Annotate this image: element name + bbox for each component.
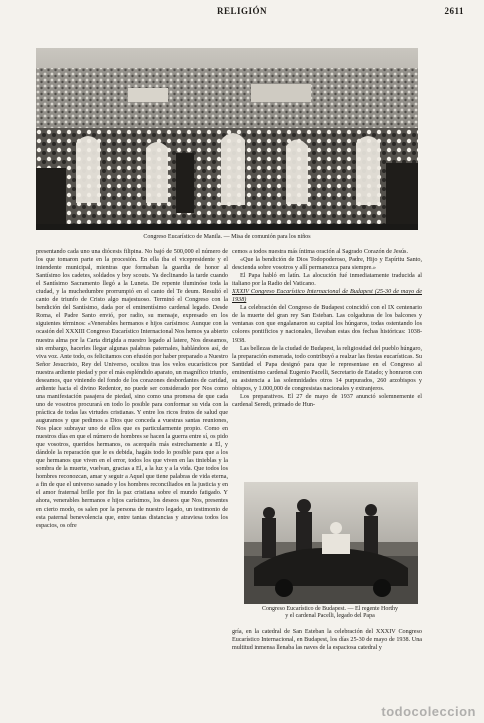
right-column-bottom: [232, 628, 422, 710]
right-paragraph-7: gría, en la catedral de San Esteban la celebración del XXXIV Congreso Eucarístico Internacional, en Budapest, los días 25-30 de mayo de 1938. Una multitud inmensa llenaba las naves de la espaciosa catedral y: [232, 629, 422, 652]
page-number: 2611: [444, 6, 464, 16]
manila-congress-photo: [36, 48, 418, 230]
watermark-logo: todocoleccion: [381, 704, 476, 719]
right-paragraph-4: La celebración del Congreso de Budapest coincidió con el IX centenario de la muerte del gran rey San Esteban. Las colgaduras de los balcones y ventanas con que engalanaron su capital los húngaros, todas ostentando los colores pontificios y nacionales, llevaban estas dos fechas históricas: 1038-1938.: [232, 305, 422, 344]
left-column: [36, 248, 228, 710]
right-paragraph-6: Los preparativos. El 27 de mayo de 1937 anunció solemnemente el cardenal Seredi, primado de Hun-: [232, 393, 422, 408]
budapest-photo-caption-1: Congreso Eucarístico de Budapest. — El regente Horthy: [262, 606, 398, 612]
manila-crowd-image: [36, 48, 418, 230]
budapest-photo-caption-2: y el cardenal Pacelli, legado del Papa: [285, 613, 375, 619]
manila-photo-caption: Congreso Eucarístico de Manila. — Misa de comunión para los niños: [143, 234, 311, 240]
right-paragraph-2: «Que la bendición de Dios Todopoderoso, Padre, Hijo y Espíritu Santo, descienda sobre vosotros y allí permanezca para siempre.»: [232, 257, 422, 272]
left-column-paragraph: presentando cada uno una diócesis filipina. No bajó de 500,000 el número de los que tomaron parte en la procesión. En ella iba el vicepresidente y el intendente municipal, mientras que formaban la guardia de honor al Santísimo los cadetes, soldados y boy scouts. Ya declinando la tarde cuando el Santísimo Sacramento llegó a la Luneta. De repente iluminóse toda la ciudad, y la muchedumbre prorrumpió en el canto del Te deum. Resultó el canto de triunfo de Cristo algo majestuoso. Terminó el Congreso con la bendición del Santísimo, dada por el eminentísimo cardenal legado. Desde Roma, el Padre Santo envió, por radio, su mensaje, expresado en los siguientes términos: «Venerables hermanos e hijos carísimos: Aunque con la ocasión del XXXIII Congreso Eucarístico Internacional Nos hemos ya abierto nuestra alma por la Carta dirigida a nuestro legado al latere, Nos deseamos, sin embargo, hacerles llegar algunas palabras paternales, hablándoos así, de viva voz. Ante todo, os felicitamos con efusión por haber preparado a Nuestro Señor Jesucristo, Rey del Universo, ocultos tras los velos eucarísticos por nuestra ardiente piedad y por el más espléndido aparato, un magnífico triunfo, deseamos, que viniendo del fondo de los corazones desbordantes de caridad, ardiente hacia el divino Redentor, no puede ser considerado por Nos como una manifestación pasajera de piedad, sino como una promesa de que cada uno de vosotros procurará en todo lo posible para conformar su vida con la práctica de todas las virtudes cristianas. Y entre los ricos frutos de salud que auguramos y que pedimos a Dios que conceda a vuestras santas reuniones, Nos place subrayar uno de ellos que es particularmente propio. Como en nuestros días en que el número de hombres se hacen la guerra entre sí, os pido que vosotros, queridos hermanos, os acerquéis más estrechamente a El, y dándole la reparación que le es debida, hagáis todo lo posible para que a los que hermanos que viven en el error, todos los que viven en las tinieblas y la sombra de la muerte, vuelvan, gracias a El, a la luz y a la vida. Que todos los hombres reconozcan, amar y seguir a Aquel que tiene palabras de vida eterna, a fin de que el universo sanado y los hombres reconciliados en la justicia y en el amor fraternal brille por fin la paz cristiana sobre el mundo fatigado. Y ahora, venerables hermanos e hijos carísimos, los deseos que Nos, presentes en cierto modo, os salen por la persona de nuestro legado, un testimonio de esta paternal benevolencia que, entre tantas distancias y atraviesa todos los espacios, os ofre: [36, 249, 228, 529]
budapest-car-image: [244, 482, 418, 604]
budapest-section-heading: XXXIV Congreso Eucarístico Internacional de Budapest (25-30 de mayo de 1938): [232, 289, 422, 304]
section-title: RELIGIÓN: [216, 6, 267, 16]
right-column-top: [232, 248, 422, 475]
right-paragraph-1: cemos a todos nuestra más íntima oración al Sagrado Corazón de Jesús.: [232, 249, 408, 255]
page-header: [0, 4, 484, 20]
budapest-congress-photo: [244, 482, 418, 604]
right-paragraph-5: Las bellezas de la ciudad de Budapest, la religiosidad del pueblo húngaro, la preparación esmerada, todo contribuyó a realzar las fiestas eucarísticas. Su Santidad el Papa designó para que le representase en el Congreso al eminentísimo cardenal Eugenio Pacelli, Secretario de Estado; y honraron con su asistencia a las solemnidades otros 14 purpurados, 260 arzobispos y obispos, y 1.000,000 de congresistas nacionales y extranjeros.: [232, 345, 422, 392]
right-paragraph-3: El Papa habló en latín. La alocución fué inmediatamente traducida al italiano por la Radio del Vaticano.: [232, 273, 422, 288]
